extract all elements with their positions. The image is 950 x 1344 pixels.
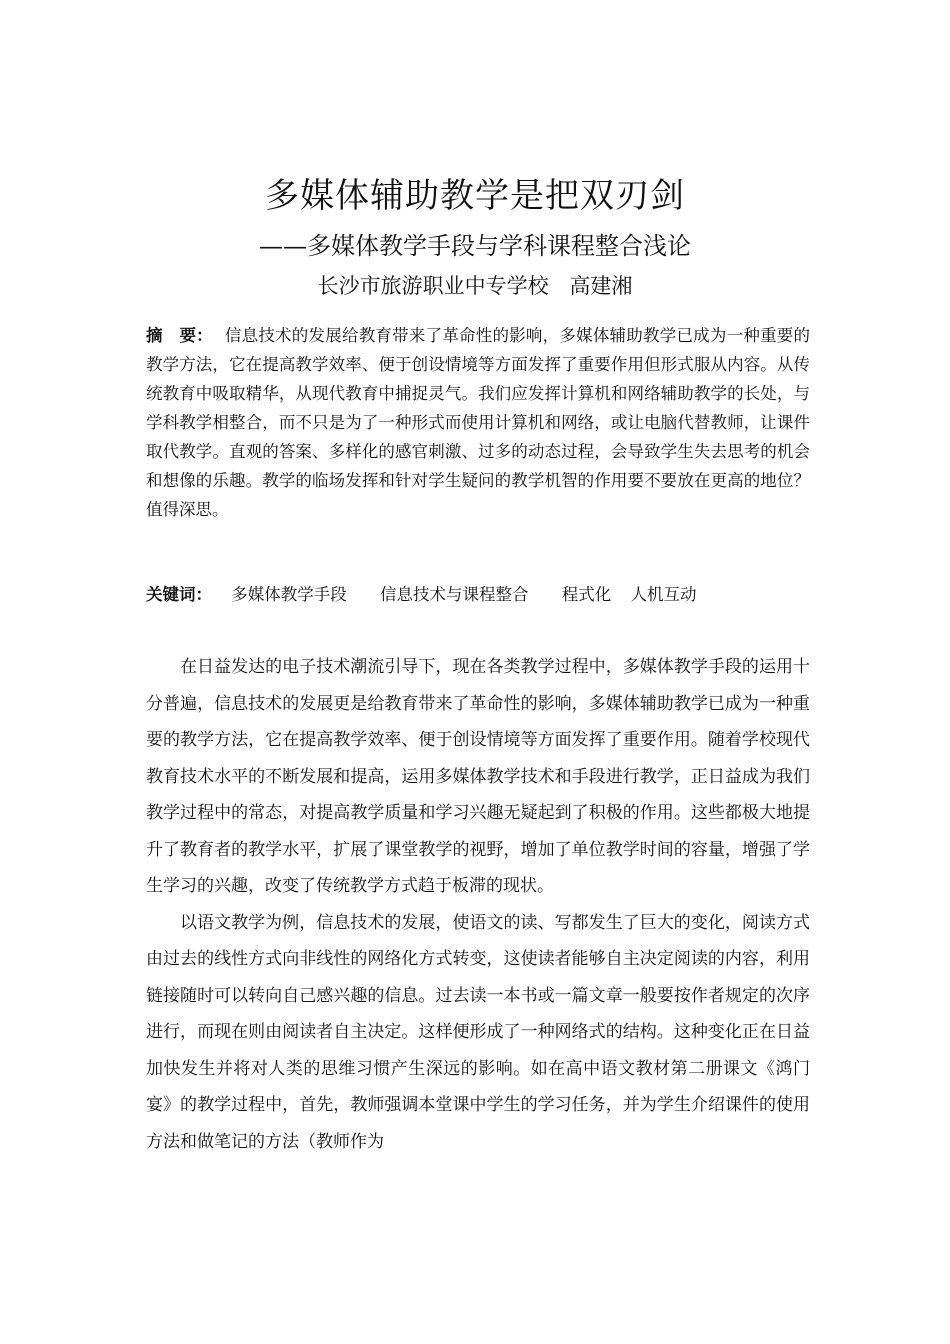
author-name: 高建湘 bbox=[569, 274, 633, 298]
body-text bbox=[146, 649, 810, 1160]
abstract-text: 信息技术的发展给教育带来了革命性的影响，多媒体辅助教学已成为一种重要的教学方法，它在提高教学效率、便于创设情境等方面发挥了重要作用但形式服从内容。从传统教育中吸取精华，从现代教育中捕捉灵气。我们应发挥计算机和网络辅助教学的长处，与学科教学相整合，而不只是为了一种形式而使用计算机和网络，或让电脑代替教师，让课件取代教学。直观的答案、多样化的感官刺激、过多的动态过程，会导致学生失去思考的机会和想像的乐趣。教学的临场发挥和针对学生疑问的教学机智的作用要不要放在更高的地位？值得深思。 bbox=[146, 326, 811, 519]
keyword-item: 人机互动 bbox=[630, 585, 697, 604]
body-paragraph: 在日益发达的电子技术潮流引导下，现在各类教学过程中，多媒体教学手段的运用十分普遍，信息技术的发展更是给教育带来了革命性的影响，多媒体辅助教学已成为一种重要的教学方法，它在提高教学效率、便于创设情境等方面发挥了重要作用。随着学校现代教育技术水平的不断发展和提高，运用多媒体教学技术和手段进行教学，正日益成为我们教学过程中的常态，对提高教学质量和学习兴趣无疑起到了积极的作用。这些都极大地提升了教育者的教学水平，扩展了课堂教学的视野，增加了单位教学时间的容量，增强了学生学习的兴趣，改变了传统教学方式趋于板滞的现状。 bbox=[146, 657, 810, 896]
author-school: 长沙市旅游职业中专学校 bbox=[317, 274, 549, 298]
keyword-item: 多媒体教学手段 bbox=[231, 585, 347, 604]
document-title: 多媒体辅助教学是把双刃剑 bbox=[265, 176, 685, 216]
abstract-label: 摘 要： bbox=[146, 326, 213, 345]
author-line bbox=[0, 268, 950, 304]
keyword-item: 信息技术与课程整合 bbox=[380, 585, 529, 604]
body-paragraph: 以语文教学为例，信息技术的发展，使语文的读、写都发生了巨大的变化，阅读方式由过去的线性方式向非线性的网络化方式转变，这使读者能够自主决定阅读的内容，利用链接随时可以转向自己感兴趣的信息。过去读一本书或一篇文章一般要按作者规定的次序进行，而现在则由阅读者自主决定。这样便形成了一种网络式的结构。这种变化正在日益加快发生并将对人类的思维习惯产生深远的影响。如在高中语文教材第二册课文《鸿门宴》的教学过程中，首先，教师强调本堂课中学生的学习任务，并为学生介绍课件的使用方法和做笔记的方法（教师作为 bbox=[146, 912, 810, 1152]
abstract bbox=[146, 321, 810, 524]
keywords-label: 关键词： bbox=[146, 585, 212, 604]
document-subtitle: ——多媒体教学手段与学科课程整合浅论 bbox=[259, 232, 691, 260]
keywords bbox=[146, 580, 810, 609]
keyword-item: 程式化 bbox=[561, 585, 612, 604]
